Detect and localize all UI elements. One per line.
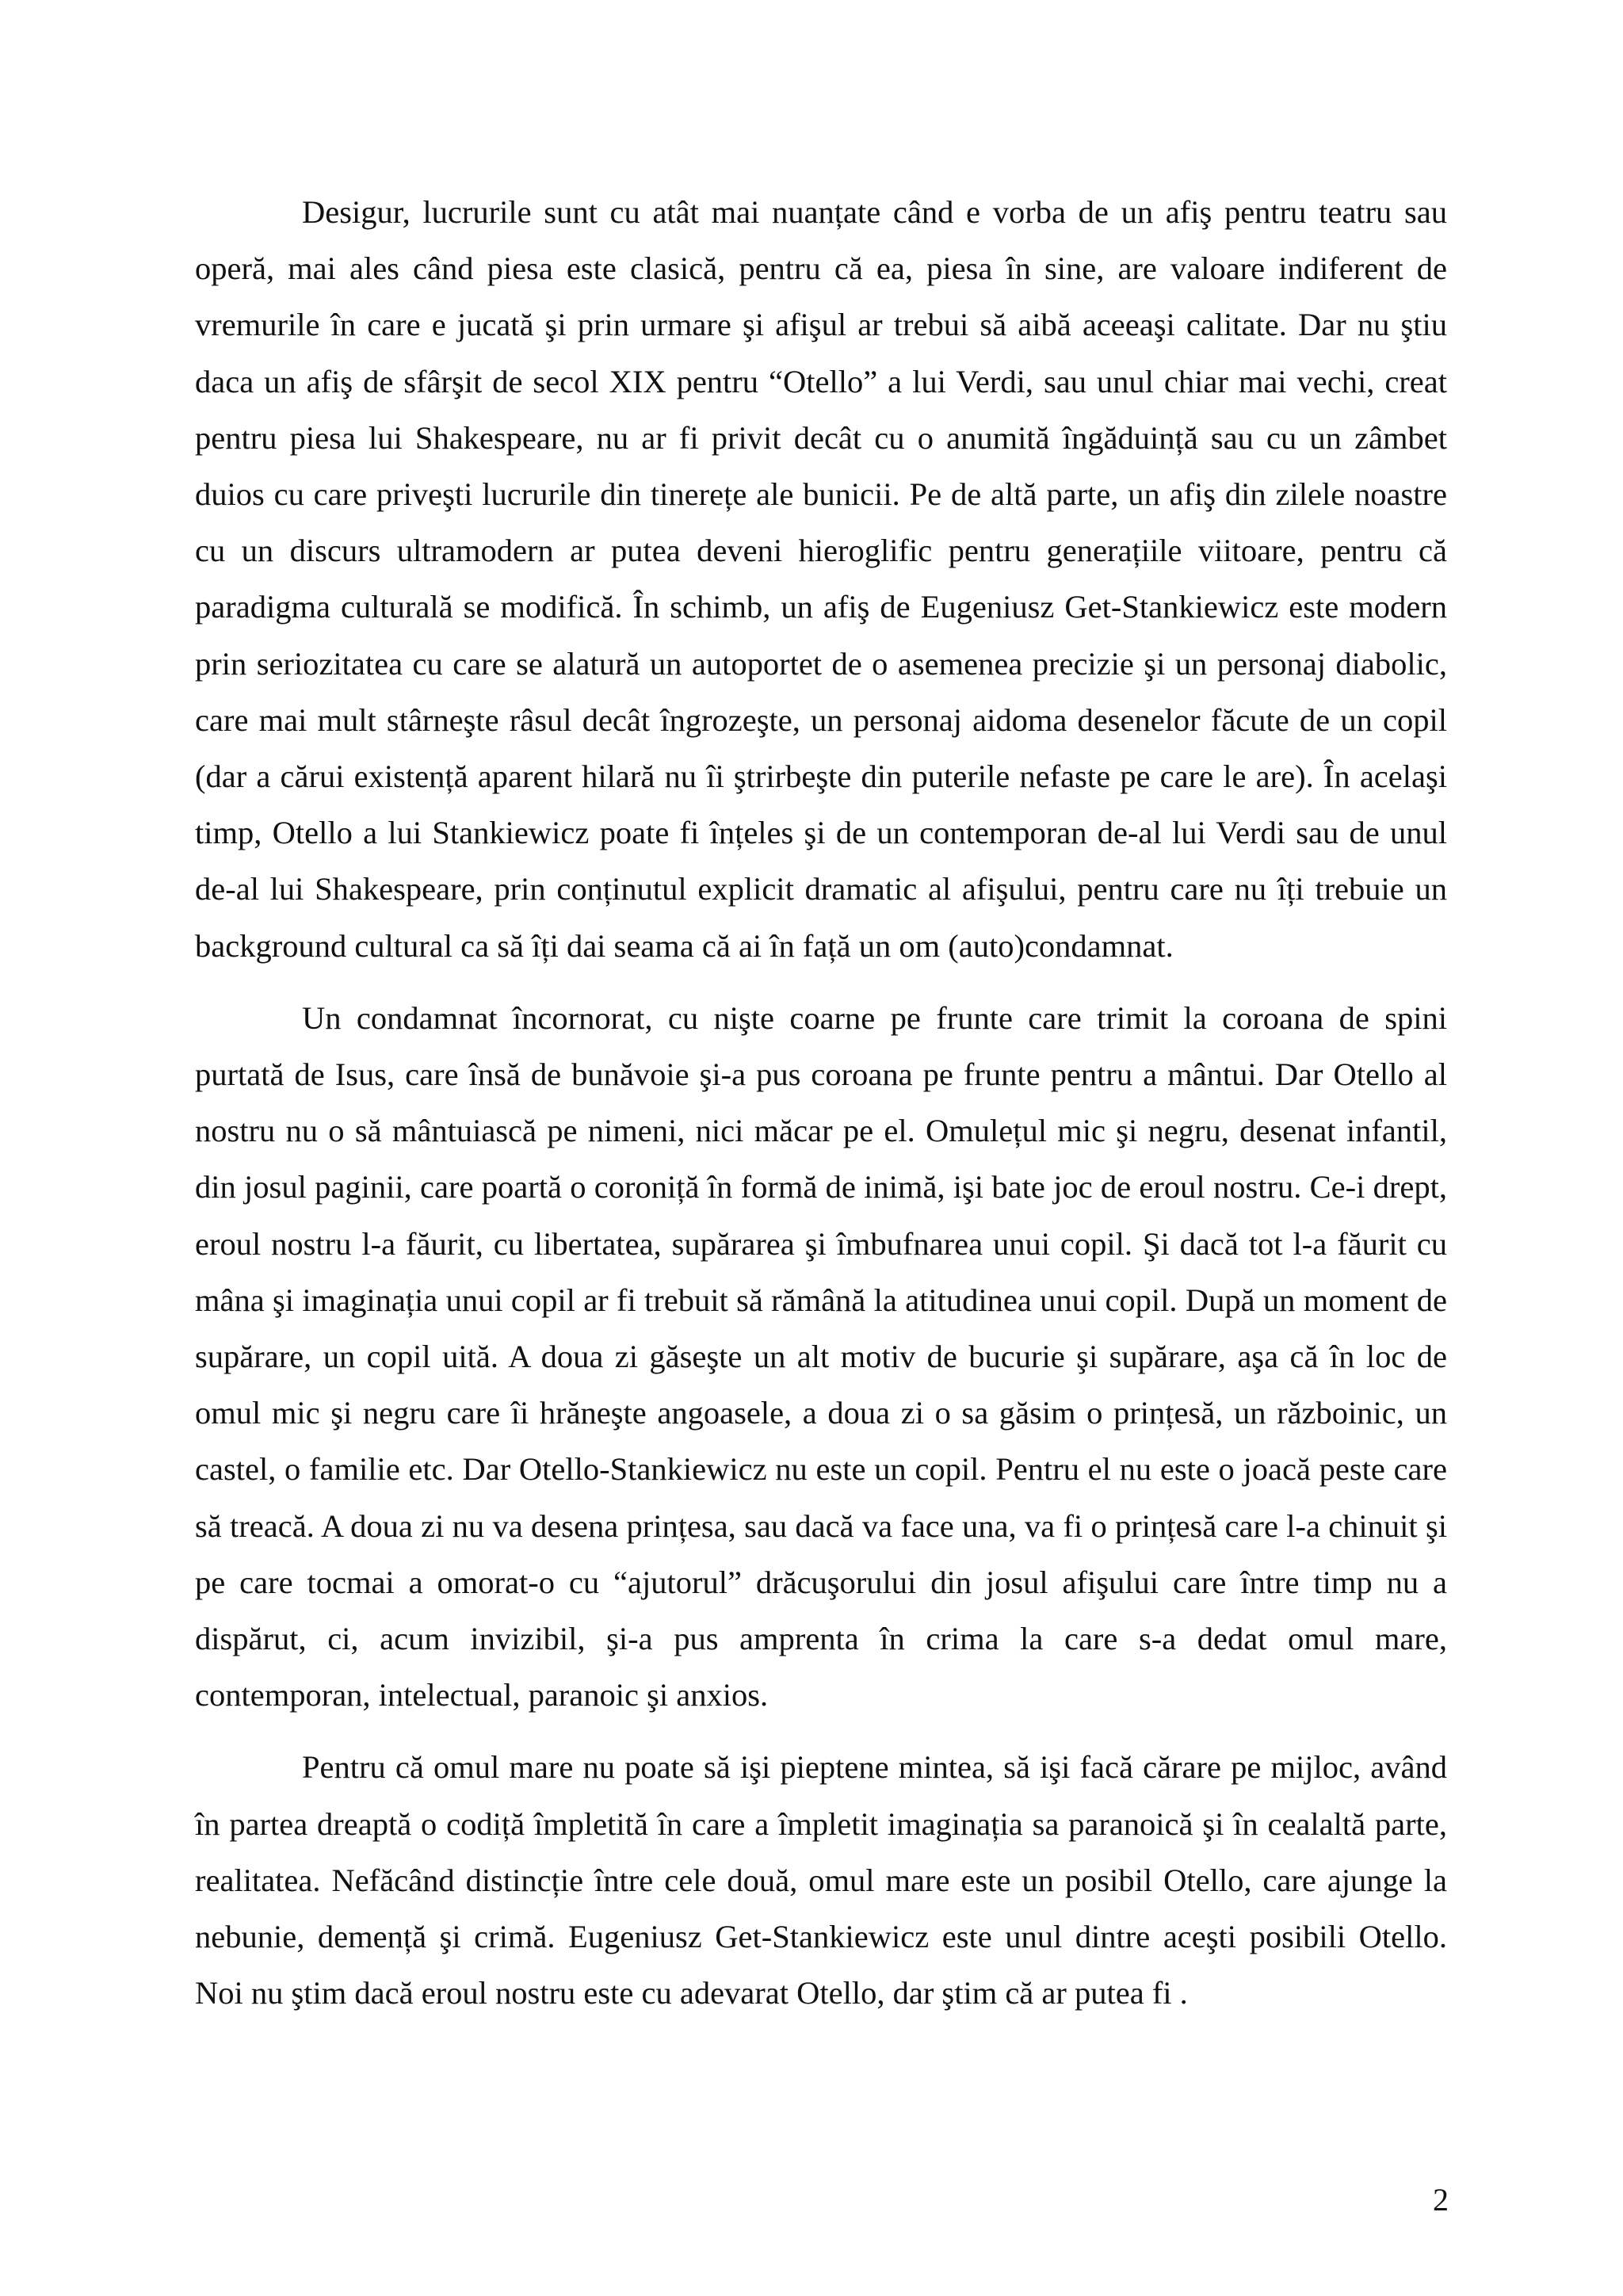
paragraph-2: Un condamnat încornorat, cu nişte coarne pe frunte care trimit la coroana de spini purtată de Isus, care însă de bunăvoie şi-a pus coroana pe frunte pentru a mântui. Dar Otello al nostru nu o să mântuiască pe nimeni, nici măcar pe el. Omulețul mic şi negru, desenat infantil, din josul paginii, care poartă o coroniță în formă de inimă, işi bate joc de eroul nostru. Ce-i drept, eroul nostru l-a făurit, cu libertatea, supărarea şi îmbufnarea unui copil. Şi dacă tot l-a făurit cu mâna şi imaginația unui copil ar fi trebuit să rămână la atitudinea unui copil. După un moment de supărare, un copil uită. A doua zi găseşte un alt motiv de bucurie şi supărare, aşa că în loc de omul mic şi negru care îi hrăneşte angoasele, a doua zi o sa găsim o prințesă, un războinic, un castel, o familie etc. Dar Otello-Stankiewicz nu este un copil. Pentru el nu este o joacă peste care să treacă. A doua zi nu va desena prințesa, sau dacă va face una, va fi o prințesă care l-a chinuit şi pe care tocmai a omorat-o cu “ajutorul” drăcuşorului din josul afişului care între timp nu a dispărut, ci, acum invizibil, şi-a pus amprenta în crima la care s-a dedat omul mare, contemporan, intelectual, paranoic şi anxios. — [195, 999, 1447, 1713]
paragraph-1: Desigur, lucrurile sunt cu atât mai nuanțate când e vorba de un afiş pentru teatru sau operă, mai ales când piesa este clasică, pentru că ea, piesa în sine, are valoare indiferent de vremurile în care e jucată şi prin urmare şi afişul ar trebui să aibă aceeaşi calitate. Dar nu ştiu daca un afiş de sfârşit de secol XIX pentru “Otello” a lui Verdi, sau unul chiar mai vechi, creat pentru piesa lui Shakespeare, nu ar fi privit decât cu o anumită îngăduință sau cu un zâmbet duios cu care priveşti lucrurile din tinerețe ale bunicii. Pe de altă parte, un afiş din zilele noastre cu un discurs ultramodern ar putea deveni hieroglific pentru generațiile viitoare, pentru că paradigma culturală se modifică. În schimb, un afiş de Eugeniusz Get-Stankiewicz este modern prin seriozitatea cu care se alatură un autoportet de o asemenea precizie şi un personaj diabolic, care mai mult stârneşte râsul decât îngrozeşte, un personaj aidoma desenelor făcute de un copil (dar a cărui existență aparent hilară nu îi ştrirbeşte din puterile nefaste pe care le are). În acelaşi timp, Otello a lui Stankiewicz poate fi înțeles şi de un contemporan de-al lui Verdi sau de unul de-al lui Shakespeare, prin conținutul explicit dramatic al afişului, pentru care nu îți trebuie un background cultural ca să îți dai seama că ai în față un om (auto)condamnat. — [195, 194, 1447, 964]
page-number: 2 — [1433, 2182, 1449, 2218]
body-text — [195, 184, 1447, 2022]
paragraph-3: Pentru că omul mare nu poate să işi pieptene mintea, să işi facă cărare pe mijloc, având în partea dreaptă o codiță împletită în care a împletit imaginația sa paranoică şi în cealaltă parte, realitatea. Nefăcând distincție între cele două, omul mare este un posibil Otello, care ajunge la nebunie, demență şi crimă. Eugeniusz Get-Stankiewicz este unul dintre aceşti posibili Otello. Noi nu ştim dacă eroul nostru este cu adevarat Otello, dar ştim că ar putea fi . — [195, 1749, 1447, 2011]
